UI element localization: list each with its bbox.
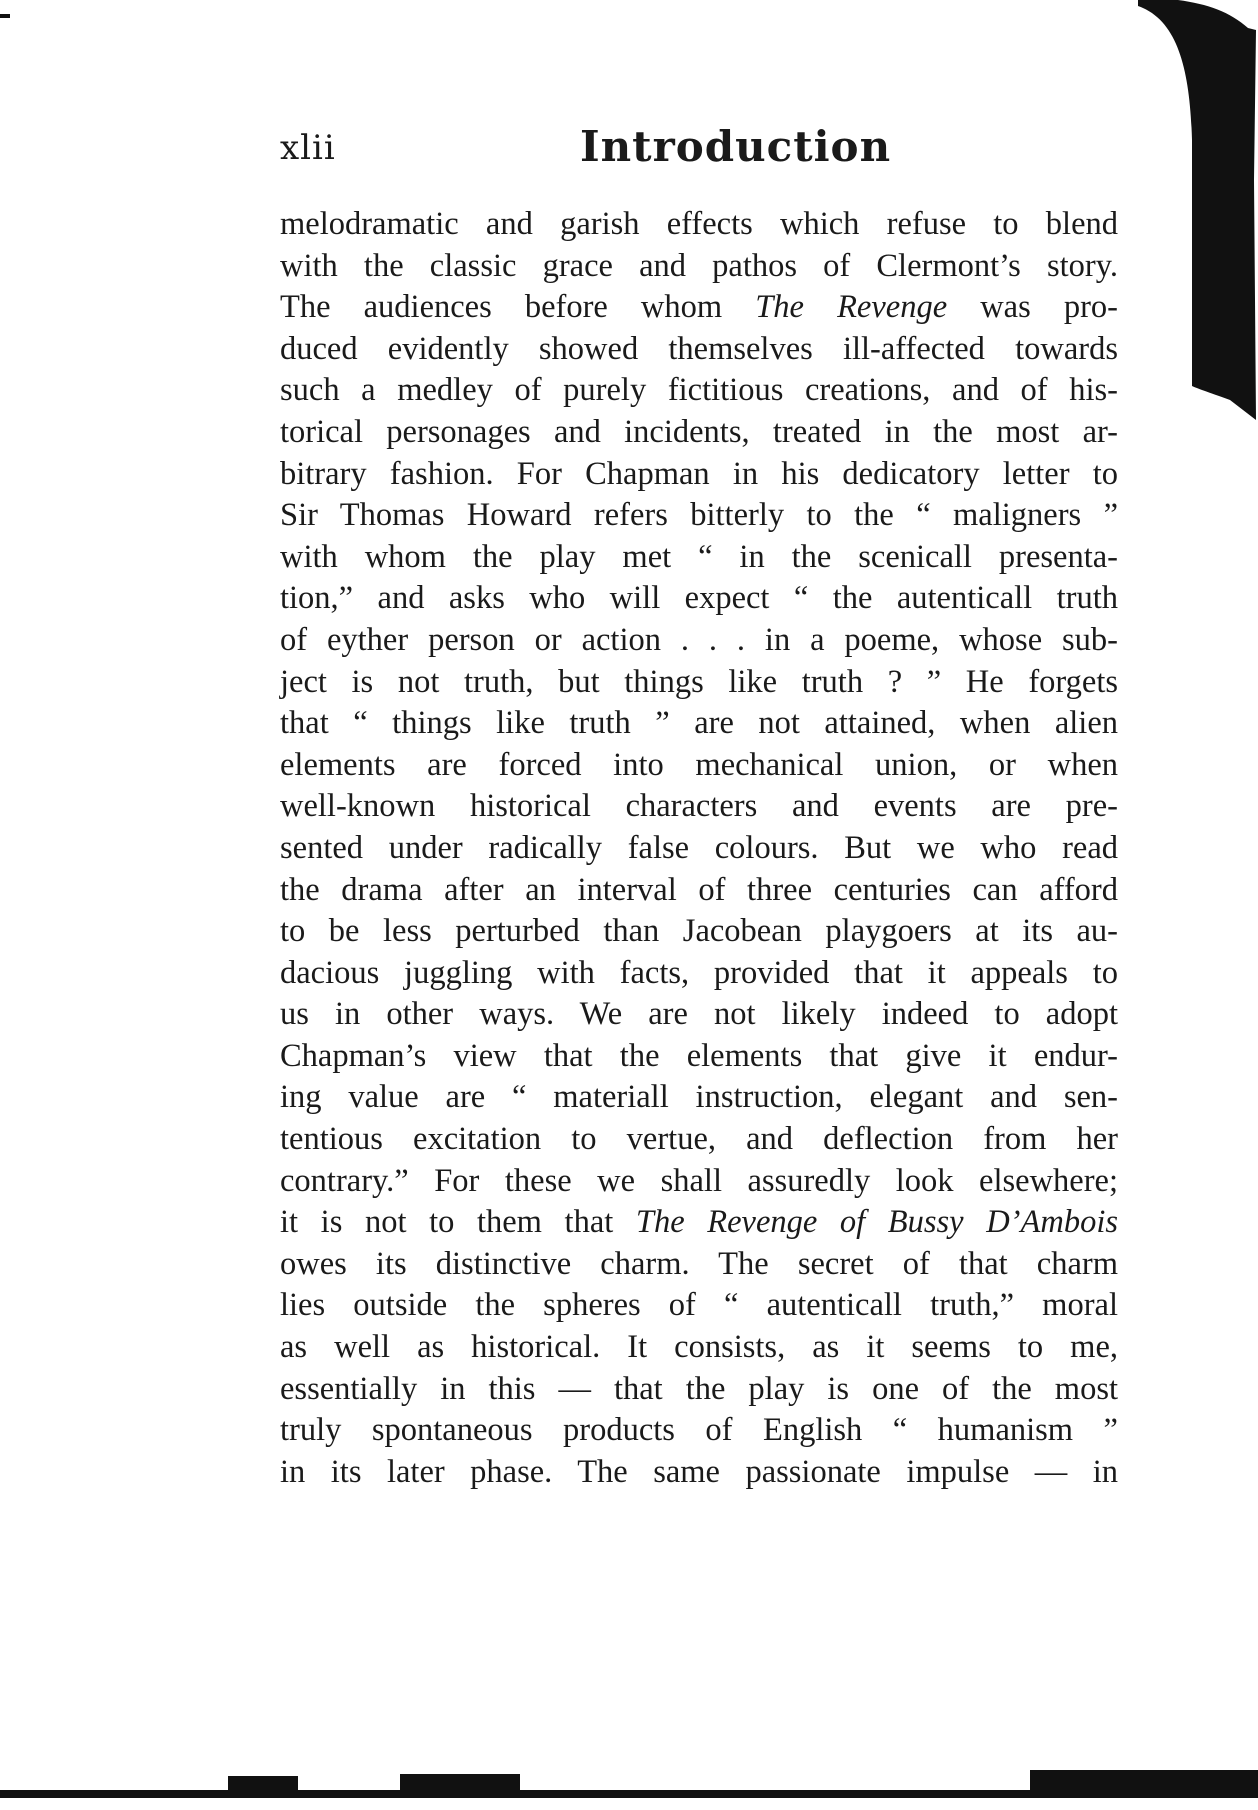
text-line: as well as historical. It consists, as it seems to me, xyxy=(280,1329,1118,1366)
text-line: essentially in this — that the play is one of the most xyxy=(280,1370,1118,1407)
text-line: that “ things like truth ” are not attained, when alien xyxy=(280,705,1118,742)
running-title: Introduction xyxy=(580,122,892,171)
scan-edge-mark xyxy=(0,14,10,18)
text-line: us in other ways. We are not likely indeed to adopt xyxy=(280,996,1118,1033)
text-line: of eyther person or action . . . in a poeme, whose sub- xyxy=(280,621,1118,658)
text-line: the drama after an interval of three centuries can afford xyxy=(280,871,1118,908)
scan-bottom-block xyxy=(1030,1770,1258,1792)
text-line: with the classic grace and pathos of Clermont’s story. xyxy=(280,247,1118,284)
text-line: bitrary fashion. For Chapman in his dedicatory letter to xyxy=(280,455,1118,492)
binding-shadow xyxy=(1138,0,1258,420)
text-line: tion,” and asks who will expect “ the autenticall truth xyxy=(280,580,1118,617)
italic-title: The Revenge of Bussy D’Ambois xyxy=(635,1204,1119,1241)
text-line: The audiences before whom The Revenge was pro- xyxy=(280,289,1118,326)
text-line: with whom the play met “ in the scenicall presenta- xyxy=(280,538,1118,575)
body-text xyxy=(280,204,1118,1493)
text-line: melodramatic and garish effects which refuse to blend xyxy=(280,206,1118,242)
text-line: Chapman’s view that the elements that give it endur- xyxy=(280,1037,1118,1074)
text-line: torical personages and incidents, treated in the most ar- xyxy=(280,413,1118,450)
text-line: lies outside the spheres of “ autenticall truth,” moral xyxy=(280,1287,1118,1324)
text-line: duced evidently showed themselves ill-affected towards xyxy=(280,330,1118,367)
text-line: ject is not truth, but things like truth ? ” He forgets xyxy=(280,663,1118,700)
text-line: dacious juggling with facts, provided that it appeals to xyxy=(280,954,1118,991)
text-line: to be less perturbed than Jacobean playgoers at its au- xyxy=(280,913,1118,950)
text-line: Sir Thomas Howard refers bitterly to the “ maligners ” xyxy=(280,497,1118,534)
scan-bottom-rule xyxy=(0,1790,1258,1798)
text-line: elements are forced into mechanical union, or when xyxy=(280,746,1118,783)
text-line: well-known historical characters and events are pre- xyxy=(280,788,1118,825)
text-line: owes its distinctive charm. The secret of that charm xyxy=(280,1245,1118,1282)
text-line: it is not to them that The Revenge of Bussy D’Ambois xyxy=(280,1204,1119,1241)
text-line: such a medley of purely fictitious creations, and of his- xyxy=(280,372,1118,409)
text-line: ing value are “ materiall instruction, elegant and sen- xyxy=(280,1079,1118,1116)
text-line: truly spontaneous products of English “ humanism ” xyxy=(280,1412,1118,1449)
text-line: in its later phase. The same passionate impulse — in xyxy=(280,1453,1118,1490)
page-number: xlii xyxy=(280,128,336,168)
text-line: tentious excitation to vertue, and deflection from her xyxy=(280,1121,1118,1158)
italic-title: The Revenge xyxy=(755,289,948,326)
text-line: contrary.” For these we shall assuredly look elsewhere; xyxy=(280,1162,1118,1199)
text-line: sented under radically false colours. But we who read xyxy=(280,829,1118,866)
